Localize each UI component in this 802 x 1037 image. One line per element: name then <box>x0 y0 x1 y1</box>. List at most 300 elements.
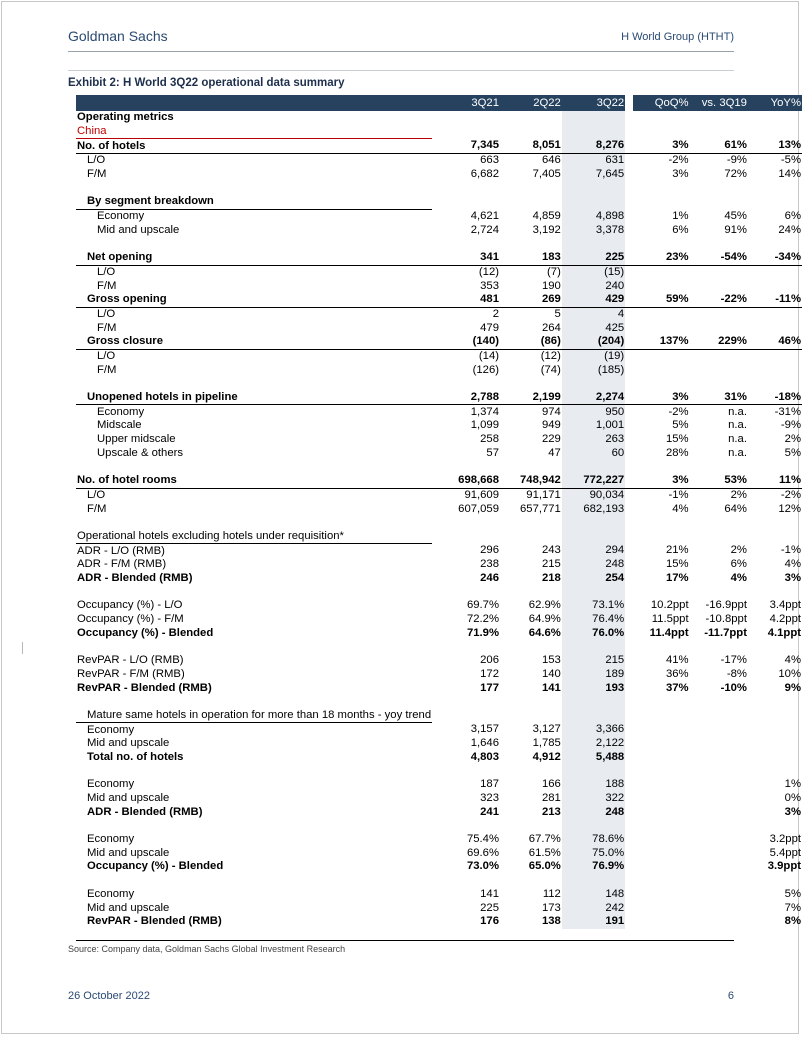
value-cell: -11% <box>748 293 802 307</box>
table-row <box>76 433 802 447</box>
value-cell: -1% <box>668 488 689 501</box>
value-cell <box>633 915 690 929</box>
value-cell <box>748 181 802 195</box>
value-cell <box>690 349 748 363</box>
value-cell: 7,645 <box>562 168 625 182</box>
value-cell: 248 <box>562 558 625 572</box>
column-separator <box>625 558 633 572</box>
value-cell: 189 <box>562 668 625 682</box>
value-cell: 62.9% <box>528 599 561 612</box>
value-cell: 1% <box>672 209 689 222</box>
column-header: QoQ% <box>633 95 690 111</box>
value-cell <box>633 833 690 847</box>
value-cell: (204) <box>562 335 625 349</box>
value-cell: (12) <box>478 265 499 278</box>
table-row <box>76 265 802 279</box>
column-separator <box>625 447 633 461</box>
value-cell: 225 <box>480 901 499 914</box>
value-cell: 47 <box>548 446 561 459</box>
value-cell: 41% <box>665 654 689 667</box>
value-cell <box>633 792 690 806</box>
value-cell <box>748 751 802 765</box>
table-row <box>76 530 802 544</box>
value-cell <box>432 237 500 251</box>
row-label: L/O <box>87 488 106 501</box>
table-row <box>76 613 802 627</box>
column-separator <box>625 764 633 778</box>
value-cell <box>748 764 802 778</box>
table-row <box>76 293 802 307</box>
row-label <box>76 819 432 833</box>
column-separator <box>625 251 633 265</box>
exhibit-title: Exhibit 2: H World 3Q22 operational data summary <box>68 77 345 89</box>
value-cell <box>690 792 748 806</box>
value-cell <box>748 516 802 530</box>
column-separator <box>625 723 633 737</box>
value-cell: 229% <box>690 335 748 349</box>
column-header: 3Q22 <box>562 95 625 111</box>
table-row <box>76 391 802 405</box>
value-cell <box>633 709 690 723</box>
value-cell: 7,345 <box>432 139 500 154</box>
row-label: By segment breakdown <box>76 195 432 209</box>
row-label: Mid and upscale <box>97 223 180 236</box>
value-cell: 2% <box>730 544 747 557</box>
table-row <box>76 224 802 238</box>
column-separator <box>625 363 633 377</box>
value-cell: 0% <box>784 792 801 805</box>
row-label: RevPAR - F/M (RMB) <box>77 667 185 680</box>
value-cell: 148 <box>562 888 625 902</box>
value-cell <box>562 237 625 251</box>
value-cell <box>500 874 562 888</box>
table-row <box>76 915 802 929</box>
row-label <box>76 874 432 888</box>
value-cell <box>690 377 748 391</box>
column-header <box>76 95 432 111</box>
value-cell <box>500 195 562 209</box>
column-separator <box>625 307 633 321</box>
value-cell: 37% <box>665 681 689 694</box>
value-cell: 8,276 <box>562 139 625 154</box>
value-cell: 206 <box>480 654 499 667</box>
value-cell: 177 <box>480 681 499 694</box>
value-cell: 183 <box>500 251 562 265</box>
row-label: No. of hotels <box>76 139 432 154</box>
value-cell <box>748 640 802 654</box>
value-cell <box>748 695 802 709</box>
row-label: Unopened hotels in pipeline <box>76 391 432 405</box>
value-cell <box>633 805 690 819</box>
value-cell <box>690 915 748 929</box>
column-header: 2Q22 <box>500 95 562 111</box>
value-cell: 64.6% <box>528 626 561 639</box>
row-label: F/M <box>87 168 107 181</box>
spacer-row <box>76 181 802 195</box>
value-cell: 5.4ppt <box>769 846 801 859</box>
column-separator <box>625 168 633 182</box>
value-cell <box>500 237 562 251</box>
value-cell <box>748 125 802 139</box>
value-cell: 3% <box>784 572 801 585</box>
column-separator <box>625 419 633 433</box>
value-cell: 28% <box>665 446 689 459</box>
value-cell <box>690 516 748 530</box>
column-separator <box>625 805 633 819</box>
column-separator <box>625 681 633 695</box>
value-cell: 78.6% <box>562 833 625 847</box>
value-cell: 140 <box>541 667 561 680</box>
column-header: YoY% <box>748 95 802 111</box>
value-cell: 9% <box>784 681 801 694</box>
table-row <box>76 901 802 915</box>
spacer-row <box>76 695 802 709</box>
value-cell <box>633 279 690 293</box>
row-label: L/O <box>87 154 106 167</box>
value-cell: 248 <box>562 805 625 819</box>
value-cell: 176 <box>480 915 499 928</box>
column-separator <box>625 695 633 709</box>
table-row <box>76 654 802 668</box>
value-cell: -54% <box>690 251 748 265</box>
table-row <box>76 544 802 558</box>
value-cell <box>748 195 802 209</box>
value-cell: 353 <box>480 279 499 292</box>
value-cell <box>690 709 748 723</box>
row-label: China <box>76 125 432 139</box>
value-cell: 3,192 <box>532 223 561 236</box>
value-cell: 322 <box>562 792 625 806</box>
value-cell <box>432 111 500 125</box>
value-cell <box>633 585 690 599</box>
column-separator <box>625 502 633 516</box>
value-cell: 61% <box>690 139 748 154</box>
value-cell: 17% <box>665 572 689 585</box>
value-cell: 6% <box>672 223 689 236</box>
value-cell: 3% <box>672 168 689 181</box>
value-cell <box>690 363 748 377</box>
row-label: RevPAR - L/O (RMB) <box>77 654 184 667</box>
value-cell: 64.9% <box>528 613 561 626</box>
value-cell <box>562 195 625 209</box>
value-cell <box>748 237 802 251</box>
column-separator <box>625 709 633 723</box>
value-cell: 73.1% <box>562 599 625 613</box>
value-cell <box>500 125 562 139</box>
row-label: No. of hotel rooms <box>76 474 432 488</box>
row-label: Operating metrics <box>77 111 174 124</box>
row-label: Economy <box>97 210 145 223</box>
value-cell: 72% <box>724 168 747 181</box>
row-label <box>76 640 432 654</box>
value-cell <box>690 125 748 139</box>
value-cell <box>562 695 625 709</box>
value-cell: 31% <box>690 391 748 405</box>
value-cell: 76.4% <box>562 613 625 627</box>
row-label <box>76 181 432 195</box>
column-separator <box>625 737 633 751</box>
value-cell: 4,859 <box>532 209 561 222</box>
column-separator <box>625 95 633 111</box>
value-cell: 4,912 <box>532 750 561 763</box>
table-row <box>76 558 802 572</box>
value-cell: 3% <box>784 805 801 818</box>
brand-name: Goldman Sachs <box>68 28 168 44</box>
value-cell: 14% <box>778 168 801 181</box>
value-cell <box>432 874 500 888</box>
value-cell: 258 <box>480 433 499 446</box>
value-cell: 4% <box>784 654 801 667</box>
column-separator <box>625 792 633 806</box>
value-cell: 137% <box>633 335 690 349</box>
column-separator <box>625 111 633 125</box>
value-cell <box>748 460 802 474</box>
value-cell <box>690 640 748 654</box>
value-cell: 429 <box>562 293 625 307</box>
value-cell: 6% <box>730 558 747 571</box>
footer-date: 26 October 2022 <box>68 990 150 1002</box>
row-label: Occupancy (%) - F/M <box>77 613 184 626</box>
value-cell: 2,274 <box>562 391 625 405</box>
value-cell: 2% <box>784 433 801 446</box>
value-cell: 974 <box>541 405 561 418</box>
value-cell <box>690 778 748 792</box>
value-cell: 631 <box>562 154 625 168</box>
table-row <box>76 805 802 819</box>
value-cell: -2% <box>668 154 689 167</box>
value-cell <box>633 888 690 902</box>
value-cell <box>432 181 500 195</box>
value-cell <box>432 125 500 139</box>
row-label: Mature same hotels in operation for more than 18 months - yoy trend <box>76 709 432 723</box>
table-row <box>76 737 802 751</box>
value-cell <box>432 764 500 778</box>
value-cell: 238 <box>480 558 499 571</box>
value-cell: 13% <box>748 139 802 154</box>
value-cell: -34% <box>748 251 802 265</box>
value-cell: 36% <box>665 667 689 680</box>
row-label: L/O <box>97 350 116 363</box>
value-cell <box>690 279 748 293</box>
column-separator <box>625 516 633 530</box>
value-cell <box>500 111 562 125</box>
row-label: Operational hotels excluding hotels under requisition* <box>76 530 432 544</box>
column-separator <box>625 613 633 627</box>
value-cell <box>690 846 748 860</box>
column-separator <box>625 265 633 279</box>
value-cell <box>690 819 748 833</box>
value-cell: 3% <box>633 139 690 154</box>
value-cell: 112 <box>542 887 561 900</box>
table-row <box>76 792 802 806</box>
value-cell: 4 <box>562 307 625 321</box>
value-cell <box>562 819 625 833</box>
value-cell: 141 <box>541 681 561 694</box>
column-separator <box>625 572 633 586</box>
value-cell <box>562 111 625 125</box>
value-cell <box>633 460 690 474</box>
row-label: Mid and upscale <box>87 901 170 914</box>
value-cell: 57 <box>486 446 499 459</box>
value-cell: 269 <box>500 293 562 307</box>
spacer-row <box>76 460 802 474</box>
value-cell <box>633 125 690 139</box>
value-cell <box>633 111 690 125</box>
value-cell <box>690 530 748 544</box>
value-cell: 481 <box>432 293 500 307</box>
page-number: 6 <box>727 990 734 1002</box>
value-cell <box>432 377 500 391</box>
value-cell <box>562 460 625 474</box>
row-label: RevPAR - Blended (RMB) <box>87 915 222 928</box>
value-cell: 73.0% <box>466 860 499 873</box>
value-cell <box>432 640 500 654</box>
value-cell: 3.9ppt <box>767 860 801 873</box>
value-cell: 241 <box>480 805 499 818</box>
value-cell: -9% <box>780 419 801 432</box>
column-separator <box>625 833 633 847</box>
column-separator <box>625 846 633 860</box>
value-cell: 153 <box>541 654 561 667</box>
value-cell: 190 <box>541 279 561 292</box>
value-cell <box>500 516 562 530</box>
value-cell <box>500 819 562 833</box>
value-cell <box>633 695 690 709</box>
value-cell: 3.4ppt <box>769 599 801 612</box>
table-row <box>76 111 802 125</box>
value-cell: 5% <box>784 887 801 900</box>
value-cell <box>633 778 690 792</box>
value-cell <box>633 307 690 321</box>
value-cell: 69.6% <box>466 846 499 859</box>
spacer-row <box>76 516 802 530</box>
row-label <box>76 237 432 251</box>
value-cell: 215 <box>562 654 625 668</box>
row-label <box>76 764 432 778</box>
value-cell <box>432 819 500 833</box>
value-cell: 10% <box>778 667 801 680</box>
table-row <box>76 335 802 349</box>
value-cell: 45% <box>724 209 747 222</box>
value-cell: n.a. <box>728 405 747 418</box>
value-cell: 5% <box>784 446 801 459</box>
row-label: Mid and upscale <box>87 792 170 805</box>
value-cell <box>690 833 748 847</box>
row-label <box>76 460 432 474</box>
value-cell: 607,059 <box>458 502 499 515</box>
value-cell <box>562 530 625 544</box>
value-cell <box>633 640 690 654</box>
column-separator <box>625 391 633 405</box>
value-cell <box>562 874 625 888</box>
row-label: Gross closure <box>76 335 432 349</box>
value-cell: 229 <box>541 433 561 446</box>
row-label: Net opening <box>76 251 432 265</box>
column-separator <box>625 224 633 238</box>
value-cell: 7% <box>784 901 801 914</box>
value-cell <box>500 764 562 778</box>
margin-mark <box>22 642 23 654</box>
value-cell: -8% <box>726 667 747 680</box>
table-row <box>76 279 802 293</box>
value-cell: 1% <box>784 778 801 791</box>
spacer-row <box>76 819 802 833</box>
value-cell: 646 <box>541 154 561 167</box>
table-row <box>76 474 802 488</box>
column-header: vs. 3Q19 <box>690 95 748 111</box>
value-cell: 10.2ppt <box>650 599 689 612</box>
value-cell: 2,724 <box>470 223 499 236</box>
value-cell: 67.7% <box>528 833 561 846</box>
value-cell <box>748 737 802 751</box>
value-cell: 76.0% <box>562 626 625 640</box>
value-cell <box>690 695 748 709</box>
value-cell: 91% <box>724 223 747 236</box>
value-cell: 5 <box>554 307 561 320</box>
table-row <box>76 572 802 586</box>
table-row <box>76 125 802 139</box>
value-cell: -18% <box>748 391 802 405</box>
value-cell: 1,374 <box>470 405 499 418</box>
value-cell: 4.1ppt <box>767 626 801 639</box>
table-row <box>76 681 802 695</box>
value-cell: 8% <box>784 915 801 928</box>
value-cell: 2,122 <box>562 737 625 751</box>
table-row <box>76 195 802 209</box>
row-label: Economy <box>87 723 135 736</box>
value-cell: 949 <box>541 419 561 432</box>
row-label: L/O <box>97 265 116 278</box>
value-cell <box>748 279 802 293</box>
row-label: Mid and upscale <box>87 737 170 750</box>
table-row <box>76 888 802 902</box>
row-label <box>76 585 432 599</box>
value-cell: 60 <box>562 447 625 461</box>
value-cell <box>690 751 748 765</box>
value-cell <box>633 377 690 391</box>
value-cell <box>748 363 802 377</box>
column-separator <box>625 778 633 792</box>
value-cell: 950 <box>562 405 625 419</box>
table-row <box>76 405 802 419</box>
value-cell <box>500 460 562 474</box>
value-cell <box>690 195 748 209</box>
value-cell: 6,682 <box>470 168 499 181</box>
table-header-row <box>76 95 802 111</box>
value-cell <box>633 530 690 544</box>
value-cell: -5% <box>780 154 801 167</box>
value-cell <box>748 874 802 888</box>
value-cell <box>562 709 625 723</box>
column-separator <box>625 139 633 154</box>
value-cell: 7,405 <box>532 168 561 181</box>
value-cell: n.a. <box>728 433 747 446</box>
value-cell: 15% <box>665 558 689 571</box>
value-cell: 4,803 <box>470 750 499 763</box>
table-row <box>76 668 802 682</box>
value-cell: 187 <box>480 778 499 791</box>
value-cell: -10% <box>720 681 747 694</box>
value-cell <box>690 265 748 279</box>
value-cell <box>748 265 802 279</box>
value-cell <box>432 195 500 209</box>
value-cell: 53% <box>690 474 748 488</box>
value-cell: 341 <box>432 251 500 265</box>
value-cell: 21% <box>665 544 689 557</box>
row-label: F/M <box>97 321 117 334</box>
column-separator <box>625 195 633 209</box>
table-row <box>76 168 802 182</box>
